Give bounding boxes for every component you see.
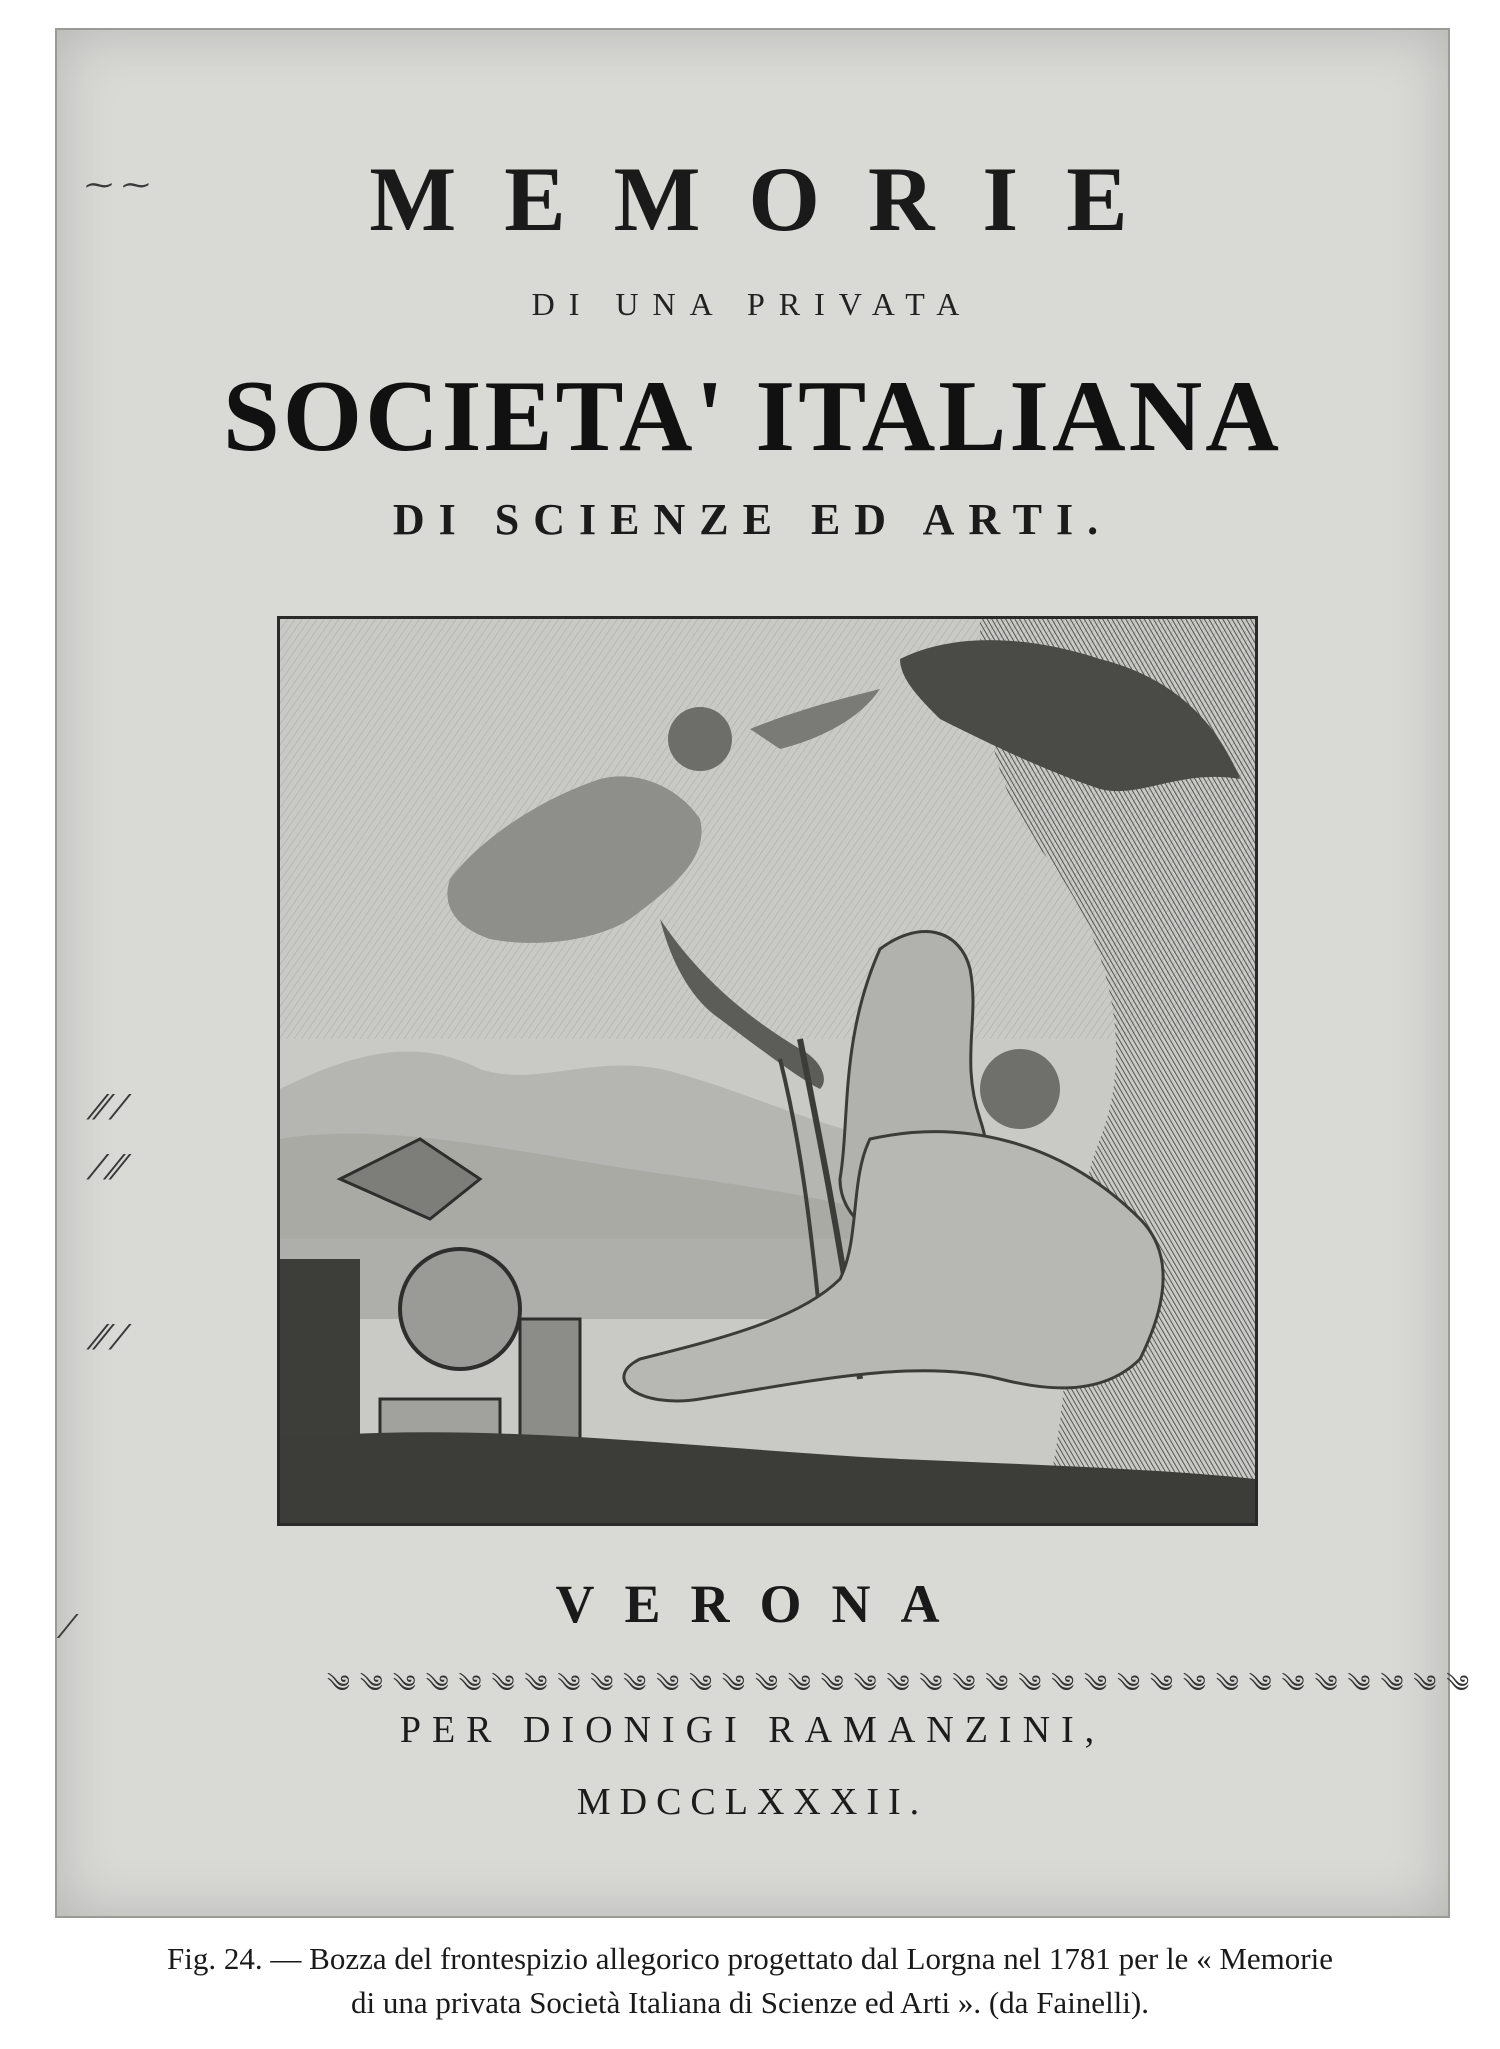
margin-note: ⁓ ⁓ (85, 168, 150, 201)
margin-note: ⁄ ⁄⁄ (95, 1148, 123, 1188)
margin-note: ⁄⁄ ⁄ (95, 1088, 123, 1128)
title-arts: DI SCIENZE ED ARTI. (392, 495, 1113, 544)
margin-note: ⁄⁄ ⁄ (95, 1318, 123, 1358)
engraving-illustration (280, 619, 1255, 1523)
ornamental-band: ༄ ༄ ༄ ༄ ༄ ༄ ༄ ༄ ༄ ༄ ༄ ༄ ༄ ༄ ༄ ༄ ༄ ༄ ༄ ༄ ༄ ༄ ༄ ༄ ༄ ༄ ༄ ༄ ༄ ༄ ༄ ༄ ༄ ༄ ༄ (327, 1672, 1472, 1698)
figure-caption (20, 1937, 1480, 2025)
printer-line: PER DIONIGI RAMANZINI, (399, 1709, 1106, 1751)
title-main: MEMORIE (369, 148, 1176, 250)
publication-place: VERONA (555, 1574, 970, 1634)
title-subtitle: DI UNA PRIVATA (531, 286, 974, 322)
margin-note: ⁄ (65, 1608, 71, 1646)
caption-line-2: di una privata Società Italiana di Scienze ed Arti ». (da Fainelli). (351, 1985, 1149, 2020)
allegorical-engraving (277, 616, 1258, 1526)
photograph-of-title-page (55, 28, 1472, 1918)
publication-year: MDCCLXXXII. (576, 1781, 929, 1823)
title-society: SOCIETA' ITALIANA (223, 360, 1282, 473)
caption-line-1: Fig. 24. — Bozza del frontespizio allegorico progettato dal Lorgna nel 1781 per le « Memorie (167, 1941, 1333, 1976)
